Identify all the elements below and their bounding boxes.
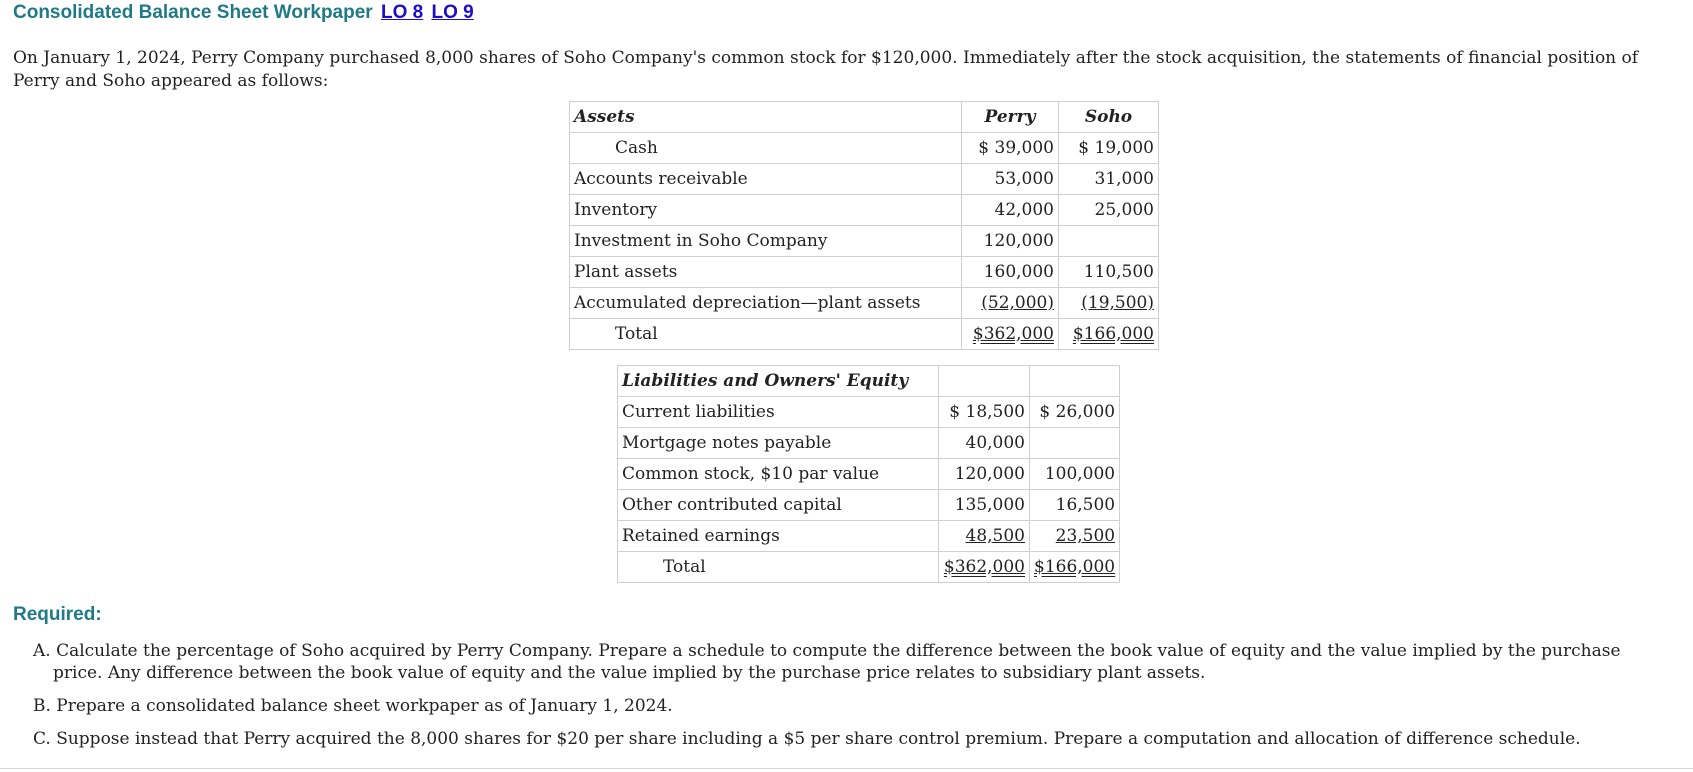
row-label: Common stock, $10 par value (618, 459, 939, 490)
soho-total: $166,000 (1034, 557, 1116, 577)
table-row (570, 195, 1159, 226)
list-item: B. Prepare a consolidated balance sheet workpaper as of January 1, 2024. (33, 696, 673, 716)
row-label: Accumulated depreciation—plant assets (570, 288, 962, 319)
table-row (618, 459, 1120, 490)
row-label: Total (618, 552, 939, 583)
soho-value: (19,500) (1081, 293, 1154, 313)
intro-paragraph: On January 1, 2024, Perry Company purchased 8,000 shares of Soho Company's common stock for $120,000. Immediately after the stock acquisition, the statements of financial position of Perry and Soho appeared as follows: (13, 48, 1639, 91)
soho-value: 16,500 (1030, 490, 1120, 521)
table-row (618, 428, 1120, 459)
row-label: Retained earnings (618, 521, 939, 552)
assets-header: Assets (570, 102, 962, 133)
soho-value: $ 19,000 (1059, 133, 1159, 164)
row-label: Plant assets (570, 257, 962, 288)
soho-value: 31,000 (1059, 164, 1159, 195)
bottom-divider (0, 768, 1693, 769)
perry-value: 48,500 (965, 526, 1025, 546)
perry-header: Perry (962, 102, 1059, 133)
list-item: A. Calculate the percentage of Soho acquired by Perry Company. Prepare a schedule to compute the difference between the book value of equity and the value implied by the purchase price. Any difference between the book value of equity and the value implied by the purchase price relates to subsidiary plant assets. (33, 641, 1621, 683)
soho-value: 110,500 (1059, 257, 1159, 288)
perry-header (939, 366, 1030, 397)
soho-value (1030, 428, 1120, 459)
title-text: Consolidated Balance Sheet Workpaper (13, 2, 373, 23)
soho-value: 25,000 (1059, 195, 1159, 226)
soho-value: 23,500 (1055, 526, 1116, 546)
perry-value: $ 39,000 (962, 133, 1059, 164)
perry-total: $362,000 (972, 324, 1054, 344)
perry-value: 135,000 (939, 490, 1030, 521)
perry-value: 160,000 (962, 257, 1059, 288)
row-label: Mortgage notes payable (618, 428, 939, 459)
liabilities-table (617, 365, 1120, 583)
row-label: Accounts receivable (570, 164, 962, 195)
perry-value: 53,000 (962, 164, 1059, 195)
page-title (13, 2, 474, 24)
row-label: Current liabilities (618, 397, 939, 428)
required-list (33, 640, 1673, 761)
row-label: Investment in Soho Company (570, 226, 962, 257)
soho-value: 100,000 (1030, 459, 1120, 490)
table-row (570, 257, 1159, 288)
table-row (618, 521, 1120, 552)
assets-table (569, 101, 1159, 350)
row-label: Other contributed capital (618, 490, 939, 521)
perry-value: 120,000 (939, 459, 1030, 490)
required-heading: Required: (13, 604, 102, 625)
table-row (570, 226, 1159, 257)
row-label: Total (570, 319, 962, 350)
table-row (570, 133, 1159, 164)
soho-value: $ 26,000 (1030, 397, 1120, 428)
table-row (618, 397, 1120, 428)
perry-value: $ 18,500 (939, 397, 1030, 428)
table-row (570, 288, 1159, 319)
perry-value: (52,000) (981, 293, 1054, 313)
row-label: Cash (570, 133, 962, 164)
row-label: Inventory (570, 195, 962, 226)
table-row (570, 319, 1159, 350)
liabilities-header: Liabilities and Owners' Equity (618, 366, 939, 397)
perry-value: 120,000 (962, 226, 1059, 257)
soho-header (1030, 366, 1120, 397)
table-row (570, 164, 1159, 195)
soho-value (1059, 226, 1159, 257)
soho-total: $166,000 (1072, 324, 1154, 344)
list-item: C. Suppose instead that Perry acquired the 8,000 shares for $20 per share including a $5 per share control premium. Prepare a computation and allocation of difference schedule. (33, 729, 1581, 749)
perry-total: $362,000 (943, 557, 1025, 577)
perry-value: 42,000 (962, 195, 1059, 226)
lo9-link[interactable]: LO 9 (431, 2, 474, 23)
table-header-row (618, 366, 1120, 397)
table-header-row (570, 102, 1159, 133)
perry-value: 40,000 (939, 428, 1030, 459)
lo8-link[interactable]: LO 8 (380, 2, 424, 23)
table-row (618, 552, 1120, 583)
soho-header: Soho (1059, 102, 1159, 133)
table-row (618, 490, 1120, 521)
